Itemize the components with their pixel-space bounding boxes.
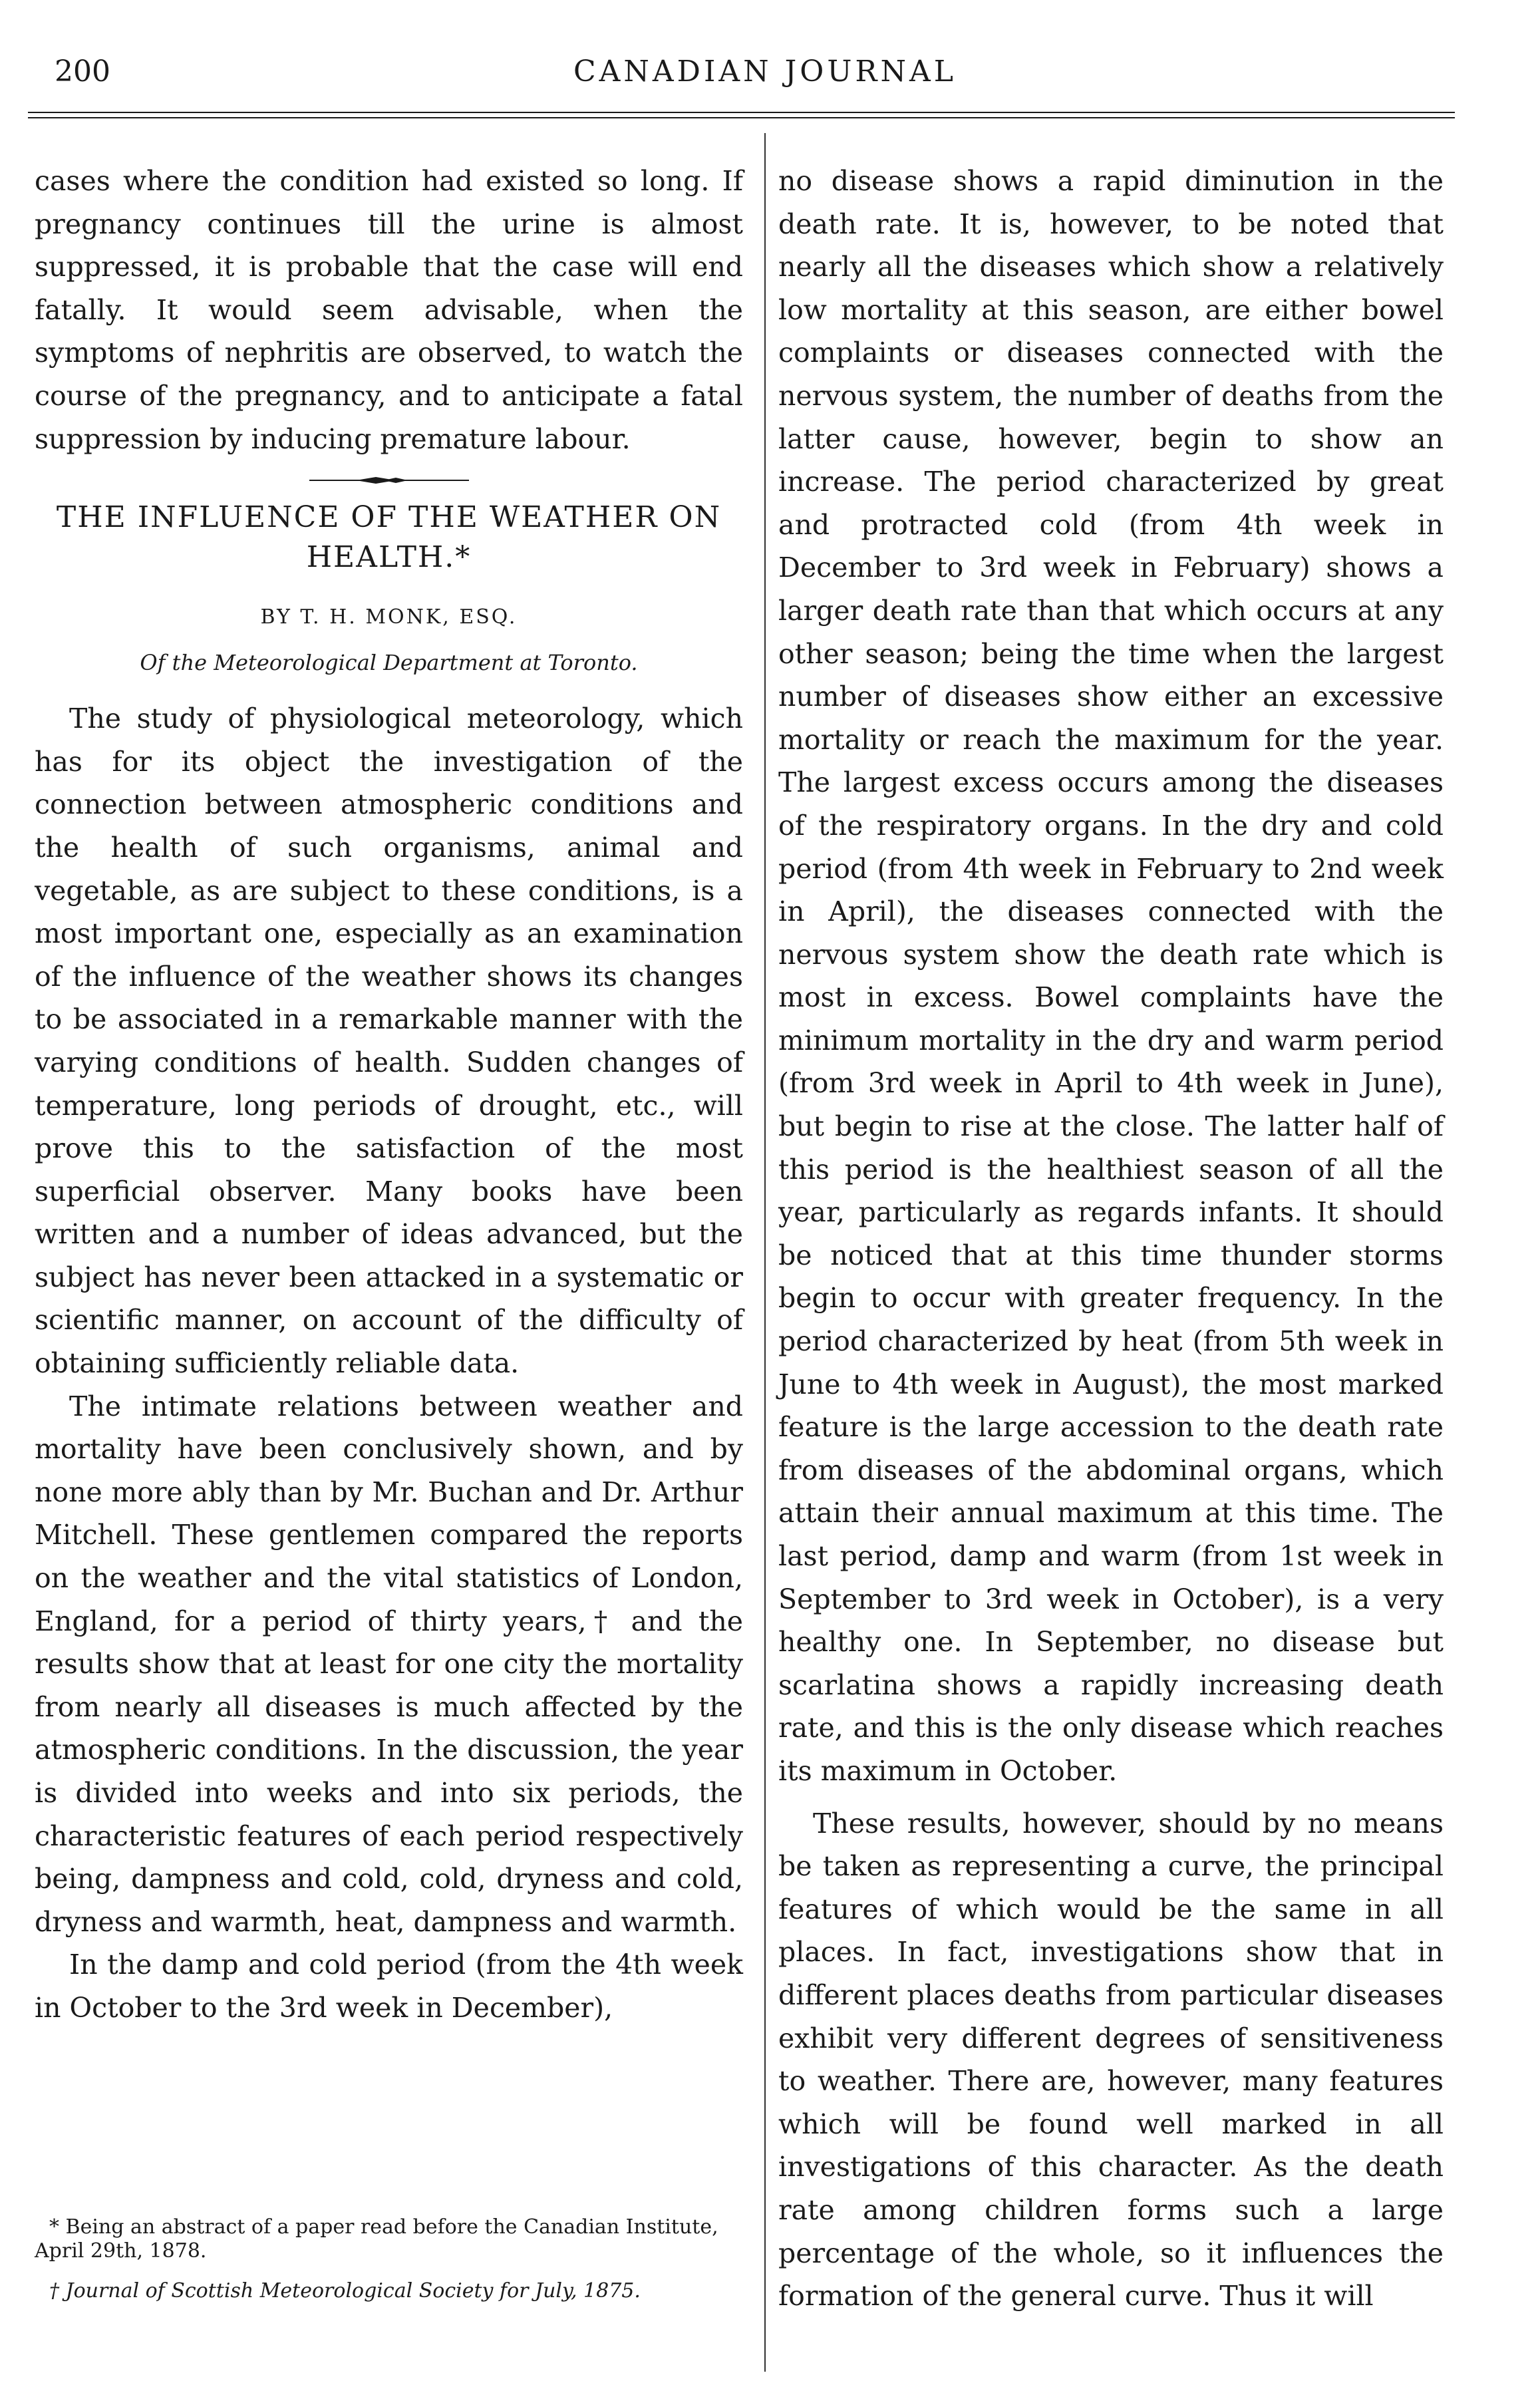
body-paragraph: The intimate relations between weather and mortality have been conclusively shown, and by none more ably than by Mr. Buchan and Dr. Arthur Mitchell. These gentlemen compared the reports on the weather and the vital statistics of London, England, for a period of thirty years,† and the results show that at least for one city the mortality from nearly all diseases is much affected by the atmospheric conditions. In the discussion, the year is divided into weeks and into six periods, the characteristic features of each period respectively being, dampness and cold, cold, dryness and cold, dryness and warmth, heat, dampness and warmth. bbox=[35, 1390, 743, 1938]
footnote: * Being an abstract of a paper read before the Canadian Institute, April 29th, 1878. bbox=[35, 2215, 718, 2263]
running-title: CANADIAN JOURNAL bbox=[573, 55, 957, 88]
article-affiliation: Of the Meteorological Department at Toronto. bbox=[140, 650, 638, 676]
continuation-paragraph: cases where the condition had existed so long. If pregnancy continues till the urine is almost suppressed, it is probable that the case will end fatally. It would seem advisable, when the symptoms of nephritis are observed, to watch the course of the pregnancy, and to anticipate a fatal suppression by inducing premature labour. bbox=[35, 165, 743, 455]
header-rule-top bbox=[28, 112, 1455, 113]
section-ornament bbox=[35, 460, 743, 495]
header-rule-bottom bbox=[28, 117, 1455, 118]
column-divider bbox=[764, 133, 766, 2372]
page-number: 200 bbox=[55, 55, 110, 88]
footnote: † Journal of Scottish Meteorological Society for July, 1875. bbox=[49, 2279, 641, 2303]
article-byline: BY T. H. MONK, ESQ. bbox=[260, 605, 518, 629]
body-paragraph: In the damp and cold period (from the 4th week in October to the 3rd week in December), bbox=[35, 1949, 743, 2024]
body-paragraph: These results, however, should by no means be taken as representing a curve, the principal features of which would be the same in all places. In fact, investigations show that in different places deaths from particular diseases exhibit very different degrees of sensitiveness to weather. There are, however, many features which will be found well marked in all investigations of this character. As the death rate among children forms such a large percentage of the whole, so it influences the formation of the general curve. Thus it will bbox=[778, 1807, 1444, 2312]
ornament-rule-icon bbox=[309, 476, 469, 485]
left-column bbox=[35, 160, 743, 2030]
article-title: THE INFLUENCE OF THE WEATHER ON HEALTH.* bbox=[56, 500, 722, 575]
body-paragraph: no disease shows a rapid diminution in the death rate. It is, however, to be noted that nearly all the diseases which show a relatively low mortality at this season, are either bowel complaints or diseases connected with the nervous system, the number of deaths from the latter cause, however, begin to show an increase. The period characterized by great and protracted cold (from 4th week in December to 3rd week in February) shows a larger death rate than that which occurs at any other season; being the time when the largest number of diseases show either an excessive mortality or reach the maximum for the year. The largest excess occurs among the diseases of the respiratory organs. In the dry and cold period (from 4th week in February to 2nd week in April), the diseases connected with the nervous system show the death rate which is most in excess. Bowel complaints have the minimum mortality in the dry and warm period (from 3rd week in April to 4th week in June), but begin to rise at the close. The latter half of this period is the healthiest season of all the year, particularly as regards infants. It should be noticed that at this time thunder storms begin to occur with greater frequency. In the period characterized by heat (from 5th week in June to 4th week in August), the most marked feature is the large accession to the death rate from diseases of the abdominal organs, which attain their annual maximum at this time. The last period, damp and warm (from 1st week in September to 3rd week in October), is a very healthy one. In September, no disease but scarlatina shows a rapidly increasing death rate, and this is the only disease which reaches its maximum in October. bbox=[778, 165, 1444, 1787]
page-header bbox=[27, 55, 1503, 114]
footnotes bbox=[35, 2215, 743, 2319]
right-column bbox=[778, 160, 1444, 2318]
body-paragraph: The study of physiological meteorology, which has for its object the investigation of the connection between atmospheric conditions and the health of such organisms, animal and vegetable, as are subject to these conditions, is a most important one, especially as an examination of the influence of the weather shows its changes to be associated in a remarkable manner with the varying conditions of health. Sudden changes of temperature, long periods of drought, etc., will prove this to the satisfaction of the most superficial observer. Many books have been written and a number of ideas advanced, but the subject has never been attacked in a systematic or scientific manner, on account of the difficulty of obtaining sufficiently reliable data. bbox=[35, 703, 743, 1380]
